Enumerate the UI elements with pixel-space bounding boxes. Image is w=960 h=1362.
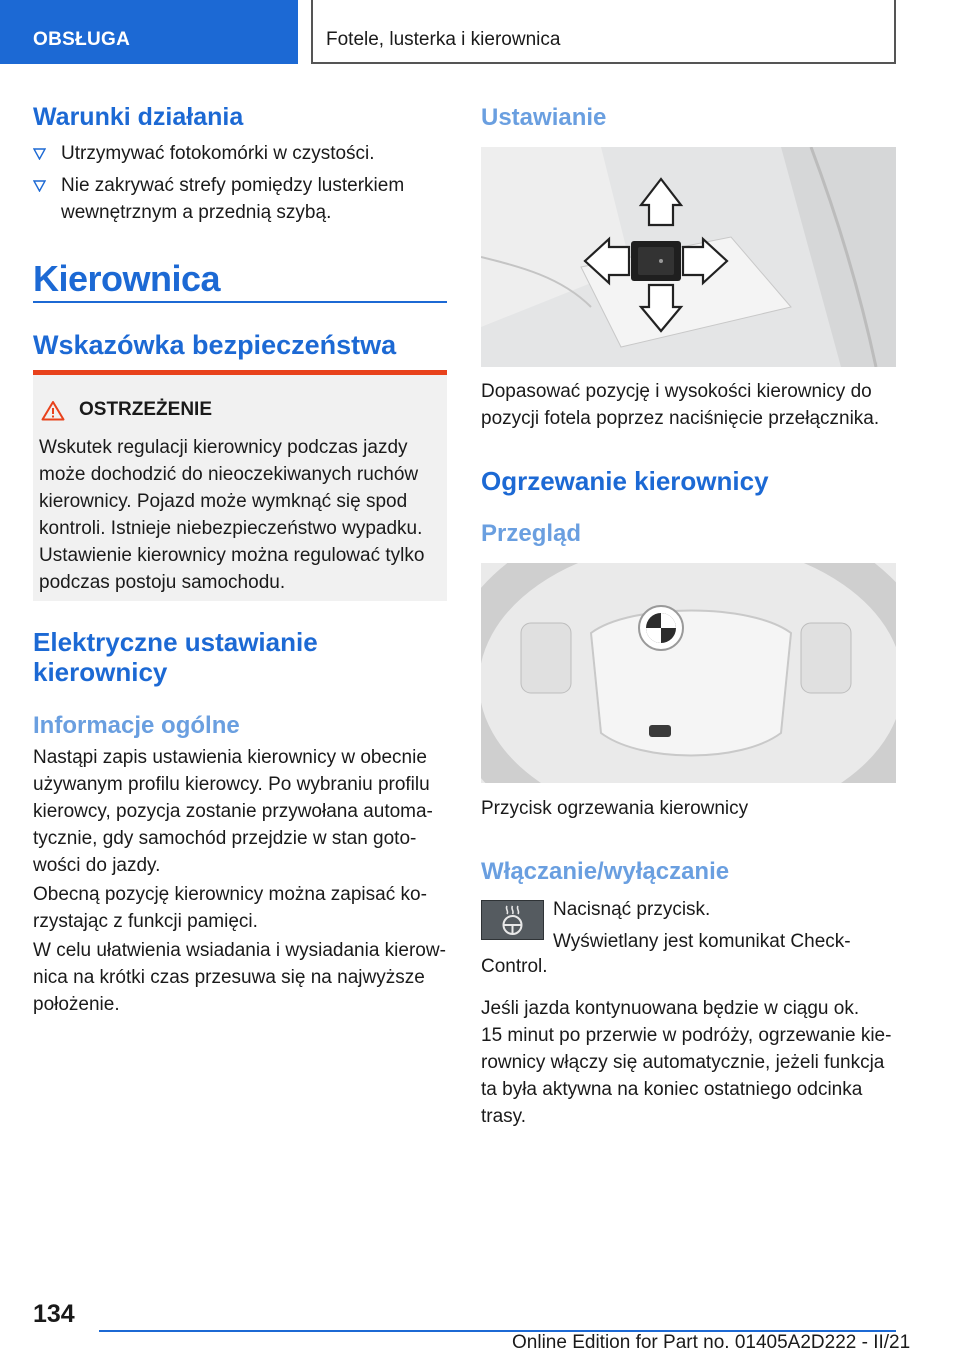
overview-heading: Przegląd bbox=[481, 520, 582, 547]
chapter-title: Fotele, lusterka i kierownica bbox=[326, 29, 561, 50]
safety-heading: Wskazówka bezpieczeństwa bbox=[33, 330, 397, 360]
overview-caption: Przycisk ogrzewania kierownicy bbox=[481, 798, 749, 819]
condition-text-cont: wewnętrznym a przednią szybą. bbox=[61, 202, 332, 223]
warning-line: może dochodzić do nieoczekiwanych ruchów bbox=[39, 464, 419, 485]
paragraph-line: Obecną pozycję kierownicy można zapisać ko- bbox=[33, 884, 427, 905]
warning-line: kontroli. Istnieje niebezpieczeństwo wypadku. bbox=[39, 518, 423, 539]
steering-wheel-image bbox=[481, 563, 896, 783]
paragraph-line: wości do jazdy. bbox=[33, 855, 161, 876]
bullet-triangle-icon bbox=[33, 148, 46, 160]
heating-heading: Ogrzewanie kierownicy bbox=[481, 466, 769, 496]
auto-heating-text bbox=[481, 995, 896, 1130]
warning-header bbox=[41, 399, 212, 421]
onoff-text-2: Wyświetlany jest komunikat Check- bbox=[553, 931, 851, 952]
warning-line: podczas postoju samochodu. bbox=[39, 572, 286, 593]
paragraph-line: 15 minut po przerwie w podróży, ogrzewanie kie- bbox=[481, 1025, 892, 1046]
bullet-triangle-icon bbox=[33, 180, 46, 192]
steering-wheel-illustration bbox=[481, 563, 896, 783]
electric-heading-line: kierownicy bbox=[33, 657, 168, 687]
warning-title: OSTRZEŻENIE bbox=[79, 399, 213, 420]
paragraph-line: rzystając z funkcji pamięci. bbox=[33, 911, 258, 932]
general-heading: Informacje ogólne bbox=[33, 712, 240, 739]
onoff-text-1: Nacisnąć przycisk. bbox=[553, 899, 711, 920]
warning-line: Wskutek regulacji kierownicy podczas jazdy bbox=[39, 437, 408, 458]
general-para-2 bbox=[33, 881, 447, 935]
paragraph-line: tycznie, gdy samochód przejdzie w stan goto- bbox=[33, 828, 417, 849]
paragraph-line: pozycji fotela poprzez naciśnięcie przełącznika. bbox=[481, 408, 880, 429]
list-item bbox=[33, 172, 475, 226]
condition-text: Nie zakrywać strefy pomiędzy lusterkiem bbox=[61, 175, 405, 196]
section-label: OBSŁUGA bbox=[33, 29, 131, 50]
paragraph-line: Jeśli jazda kontynuowana będzie w ciągu ok. bbox=[481, 998, 860, 1019]
adjust-text bbox=[481, 378, 896, 432]
onoff-heading: Włączanie/wyłączanie bbox=[481, 858, 730, 885]
paragraph-line: używanym profilu kierowcy. Po wybraniu profilu bbox=[33, 774, 430, 795]
electric-heading-line: Elektryczne ustawianie bbox=[33, 627, 318, 657]
paragraph-line: Nastąpi zapis ustawienia kierownicy w obecnie bbox=[33, 747, 427, 768]
condition-text: Utrzymywać fotokomórki w czystości. bbox=[61, 143, 375, 164]
page-title: Kierownica bbox=[33, 258, 221, 299]
paragraph-line: kierowcy, pozycja zostanie przywołana automa- bbox=[33, 801, 433, 822]
steering-column-switch-image bbox=[481, 147, 896, 367]
paragraph-line: trasy. bbox=[481, 1106, 527, 1127]
paragraph-line: W celu ułatwienia wsiadania i wysiadania kierow- bbox=[33, 940, 446, 961]
warning-line: Ustawienie kierownicy można regulować tylko bbox=[39, 545, 425, 566]
warning-box bbox=[33, 370, 447, 601]
electric-heading bbox=[33, 627, 318, 687]
chapter-title-box bbox=[311, 0, 896, 64]
edition-note: Online Edition for Part no. 01405A2D222 - II/21 bbox=[512, 1332, 911, 1353]
steering-heating-button[interactable] bbox=[481, 900, 544, 940]
steering-adjust-illustration bbox=[481, 147, 896, 367]
warning-triangle-icon bbox=[41, 400, 65, 421]
section-tab bbox=[0, 0, 298, 64]
general-para-3 bbox=[33, 937, 447, 1018]
warning-body bbox=[39, 434, 443, 596]
paragraph-line: ta była aktywna na koniec ostatniego odcinka bbox=[481, 1079, 863, 1100]
title-rule bbox=[33, 301, 447, 303]
paragraph-line: nica na krótki czas przesuwa się na najwyższe bbox=[33, 967, 425, 988]
warning-line: kierownicy. Pojazd może wymknąć się spod bbox=[39, 491, 408, 512]
paragraph-line: rownicy włączy się automatycznie, jeżeli funkcja bbox=[481, 1052, 885, 1073]
page-number: 134 bbox=[33, 1300, 75, 1328]
adjust-heading: Ustawianie bbox=[481, 104, 607, 131]
paragraph-line: położenie. bbox=[33, 994, 120, 1015]
paragraph-line: Dopasować pozycję i wysokości kierownicy do bbox=[481, 381, 872, 402]
list-item bbox=[33, 140, 475, 167]
steering-heating-icon bbox=[482, 901, 543, 939]
general-para-1 bbox=[33, 744, 447, 879]
onoff-text-3: Control. bbox=[481, 956, 548, 977]
conditions-heading: Warunki działania bbox=[33, 103, 244, 131]
